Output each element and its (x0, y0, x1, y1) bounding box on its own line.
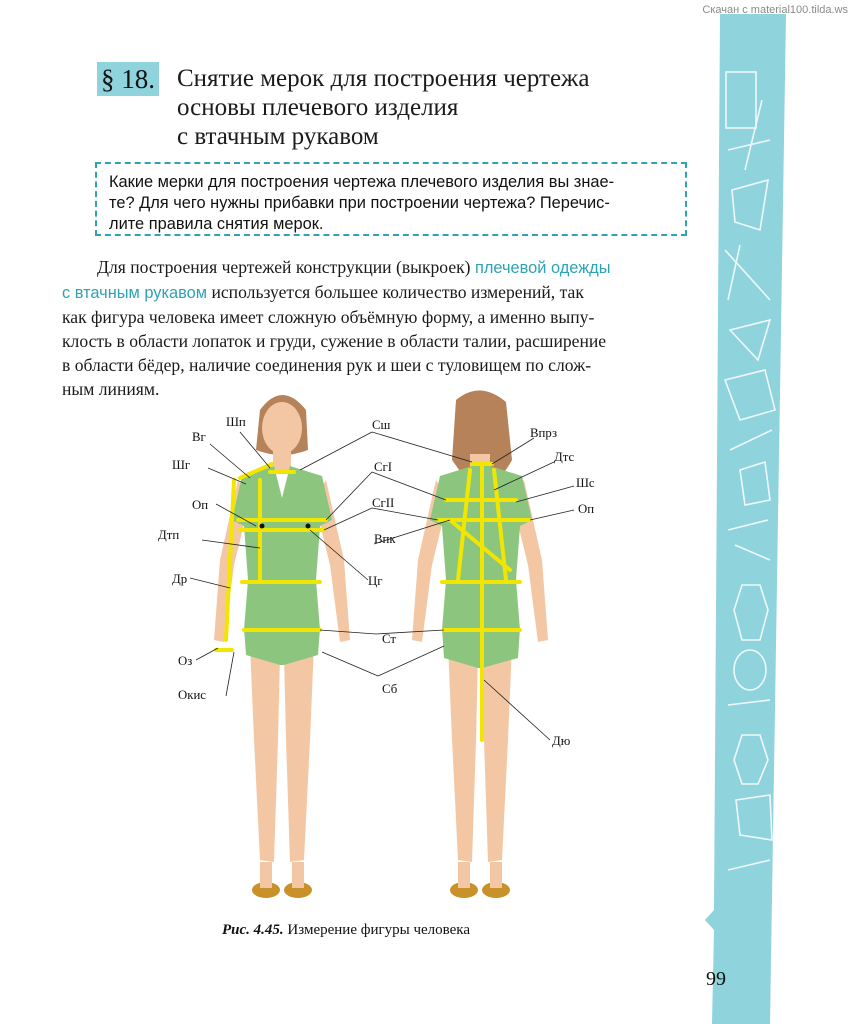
paragraph-text: ным линиям. (62, 379, 160, 399)
section-number-badge: § 18. (97, 62, 159, 96)
label-op-left: Оп (192, 498, 209, 512)
question-line: лите правила снятия мерок. (109, 215, 324, 233)
label-shs: Шс (576, 476, 595, 490)
section-title-line: Снятие мерок для построения чертежа (177, 65, 590, 92)
measurement-figure (150, 380, 650, 920)
figure-caption (222, 922, 470, 939)
question-line: те? Для чего нужны прибавки при построении чертежа? Перечис- (109, 194, 610, 212)
question-line: Какие мерки для построения чертежа плечевого изделия вы знае- (109, 173, 615, 191)
label-okis: Окис (178, 688, 206, 702)
caption-prefix: Рис. 4.45. (222, 922, 284, 938)
label-oz: Оз (178, 654, 193, 668)
page-number: 99 (706, 968, 726, 990)
watermark: Скачан с material100.tilda.ws (702, 4, 848, 16)
back-figure (412, 390, 548, 898)
paragraph-text: используется большее количество измерений, так (207, 282, 584, 302)
body-measurement-illustration (150, 380, 650, 920)
paragraph-text: как фигура человека имеет сложную объёмную форму, а именно выпу- (62, 307, 595, 327)
label-vpk: Впк (374, 532, 396, 546)
label-dtp: Дтп (158, 528, 180, 542)
label-dts: Дтс (554, 450, 575, 464)
label-tsg: Цг (368, 574, 383, 588)
label-dyu: Дю (552, 734, 571, 748)
section-title (177, 64, 697, 151)
paragraph-text: клость в области лопаток и груди, сужение в области талии, расширение (62, 331, 607, 351)
section-title-line: с втачным рукавом (177, 123, 379, 150)
label-shp: Шп (226, 415, 246, 429)
label-vg: Вг (192, 430, 206, 444)
paragraph-text: в области бёдер, наличие соединения рук и шеи с туловищем по слож- (62, 355, 592, 375)
label-vprz: Впрз (530, 426, 557, 440)
questions-box (95, 162, 687, 236)
label-dr: Др (172, 572, 188, 586)
term-link[interactable]: плечевой одежды (474, 259, 611, 277)
label-st: Ст (382, 632, 396, 646)
label-sb: Сб (382, 682, 398, 696)
label-sg1: СгI (374, 460, 393, 474)
term-link[interactable]: с втачным рукавом (62, 284, 208, 302)
section-title-line: основы плечевого изделия (177, 94, 459, 121)
front-figure (214, 395, 350, 898)
label-sg2: СгII (372, 496, 395, 510)
label-op-right: Оп (578, 502, 595, 516)
paragraph-text: Для построения чертежей конструкции (выкроек) (97, 257, 475, 277)
label-shg: Шг (172, 458, 191, 472)
label-ssh: Сш (372, 418, 391, 432)
caption-text: Измерение фигуры человека (283, 922, 471, 938)
